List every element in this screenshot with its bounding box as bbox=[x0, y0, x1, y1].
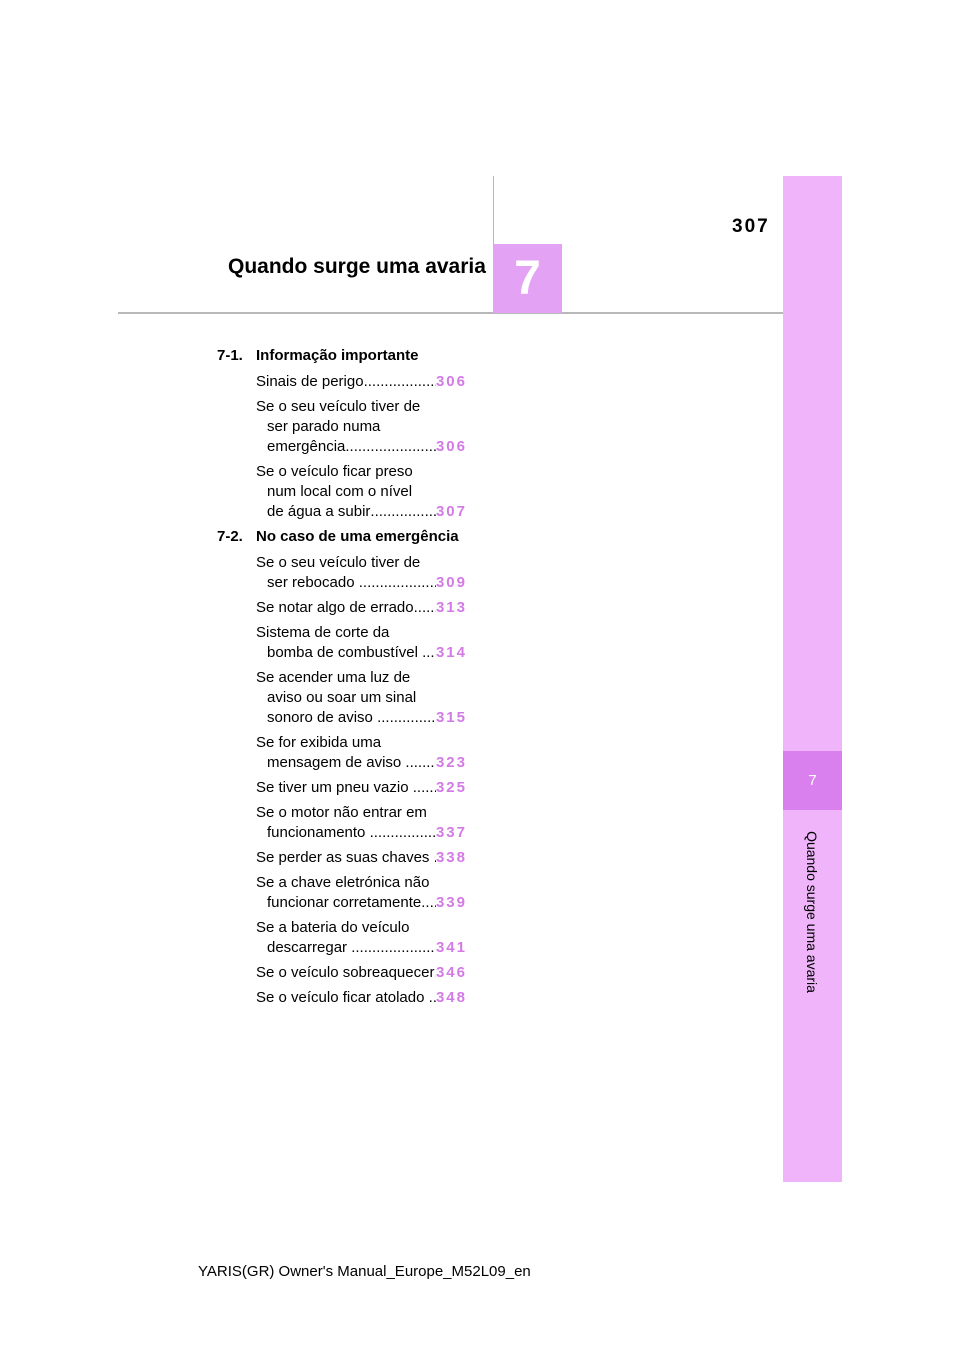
toc-entry[interactable] bbox=[256, 848, 467, 868]
toc-section-title: No caso de uma emergência bbox=[256, 528, 459, 545]
toc-entry-text: emergência bbox=[267, 438, 346, 455]
toc-entry-text: Se o veículo sobreaquecer bbox=[256, 964, 435, 981]
table-of-contents bbox=[217, 346, 467, 1013]
toc-entry-text: descarregar bbox=[267, 939, 352, 956]
toc-entry-text: Se tiver um pneu vazio bbox=[256, 779, 413, 796]
toc-page-link[interactable]: 325 bbox=[435, 779, 467, 796]
toc-leader-dots bbox=[405, 753, 436, 773]
toc-page-link[interactable]: 346 bbox=[435, 964, 467, 981]
toc-entry[interactable] bbox=[256, 988, 467, 1008]
toc-entry[interactable] bbox=[256, 803, 467, 843]
toc-leader-dots bbox=[345, 437, 436, 457]
toc-entry[interactable] bbox=[256, 598, 467, 618]
toc-section-title: Informação importante bbox=[256, 347, 419, 364]
toc-entry[interactable] bbox=[256, 462, 467, 522]
toc-entry[interactable] bbox=[256, 668, 467, 728]
toc-entry[interactable] bbox=[256, 963, 467, 983]
toc-page-link[interactable]: 323 bbox=[435, 754, 467, 771]
toc-entry-text: funcionamento bbox=[267, 824, 370, 841]
toc-page-link[interactable]: 348 bbox=[435, 989, 467, 1006]
toc-section-number: 7-1. bbox=[217, 347, 243, 364]
toc-page-link[interactable]: 307 bbox=[435, 503, 467, 520]
toc-leader-dots bbox=[377, 708, 436, 728]
toc-leader-dots bbox=[370, 502, 436, 522]
toc-entry-text: funcionar corretamente bbox=[267, 894, 422, 911]
toc-section-number: 7-2. bbox=[217, 528, 243, 545]
toc-entry-text: ser parado numa bbox=[267, 418, 381, 435]
toc-entry-text: Se perder as suas chaves bbox=[256, 849, 434, 866]
toc-entry-text: Se a bateria do veículo bbox=[256, 919, 410, 936]
toc-entry-text: aviso ou soar um sinal bbox=[267, 689, 417, 706]
page-number: 307 bbox=[732, 216, 770, 237]
toc-entry-text: sonoro de aviso bbox=[267, 709, 378, 726]
toc-entry-text: mensagem de aviso bbox=[267, 754, 406, 771]
toc-entry-text: Sinais de perigo bbox=[256, 373, 364, 390]
chapter-number-box: 7 bbox=[493, 244, 562, 313]
toc-entry-text: Se notar algo de errado bbox=[256, 599, 414, 616]
chapter-title: Quando surge uma avaria bbox=[228, 255, 486, 278]
toc-entry[interactable] bbox=[256, 397, 467, 457]
toc-section-heading bbox=[217, 527, 467, 547]
toc-entry-text: Se o motor não entrar em bbox=[256, 804, 427, 821]
toc-leader-dots bbox=[364, 372, 436, 392]
side-tab-number: 7 bbox=[783, 751, 842, 810]
toc-page-link[interactable]: 341 bbox=[435, 939, 467, 956]
toc-page-link[interactable]: 313 bbox=[435, 599, 467, 616]
toc-entry-text: Se a chave eletrónica não bbox=[256, 874, 430, 891]
toc-section-heading bbox=[217, 346, 467, 366]
toc-entry-text: ser rebocado bbox=[267, 574, 359, 591]
toc-leader-dots bbox=[351, 938, 436, 958]
header-vertical-rule bbox=[493, 176, 494, 244]
toc-entry[interactable] bbox=[256, 553, 467, 593]
toc-page-link[interactable]: 314 bbox=[435, 644, 467, 661]
toc-leader-dots bbox=[422, 643, 436, 663]
toc-leader-dots bbox=[429, 988, 436, 1008]
toc-entry-text: Sistema de corte da bbox=[256, 624, 390, 641]
toc-entry[interactable] bbox=[256, 918, 467, 958]
toc-entry-text: de água a subir bbox=[267, 503, 371, 520]
toc-page-link[interactable]: 339 bbox=[435, 894, 467, 911]
toc-entry-text: Se o seu veículo tiver de bbox=[256, 398, 421, 415]
toc-entry[interactable] bbox=[256, 623, 467, 663]
toc-page-link[interactable]: 306 bbox=[435, 373, 467, 390]
toc-page-link[interactable]: 338 bbox=[435, 849, 467, 866]
toc-entry-text: Se o veículo ficar preso bbox=[256, 463, 413, 480]
toc-entry-text: Se o veículo ficar atolado bbox=[256, 989, 429, 1006]
toc-page-link[interactable]: 309 bbox=[435, 574, 467, 591]
toc-leader-dots bbox=[421, 893, 436, 913]
toc-entry-text: Se o seu veículo tiver de bbox=[256, 554, 421, 571]
chapter-side-tab bbox=[783, 176, 842, 1182]
toc-entry[interactable] bbox=[256, 733, 467, 773]
toc-entry-text: Se for exibida uma bbox=[256, 734, 382, 751]
toc-leader-dots bbox=[413, 778, 436, 798]
toc-entry-text: bomba de combustível bbox=[267, 644, 423, 661]
toc-leader-dots bbox=[370, 823, 436, 843]
toc-entry[interactable] bbox=[256, 778, 467, 798]
toc-entry-text: Se acender uma luz de bbox=[256, 669, 411, 686]
toc-leader-dots bbox=[414, 598, 436, 618]
toc-leader-dots bbox=[359, 573, 436, 593]
toc-page-link[interactable]: 337 bbox=[435, 824, 467, 841]
toc-entry-text: num local com o nível bbox=[267, 483, 413, 500]
toc-page-link[interactable]: 315 bbox=[435, 709, 467, 726]
side-tab-label: Quando surge uma avaria bbox=[804, 831, 820, 993]
header-horizontal-rule bbox=[118, 312, 783, 314]
toc-entry[interactable] bbox=[256, 873, 467, 913]
toc-entry[interactable] bbox=[256, 372, 467, 392]
footer-text: YARIS(GR) Owner's Manual_Europe_M52L09_en bbox=[198, 1263, 531, 1280]
toc-page-link[interactable]: 306 bbox=[435, 438, 467, 455]
